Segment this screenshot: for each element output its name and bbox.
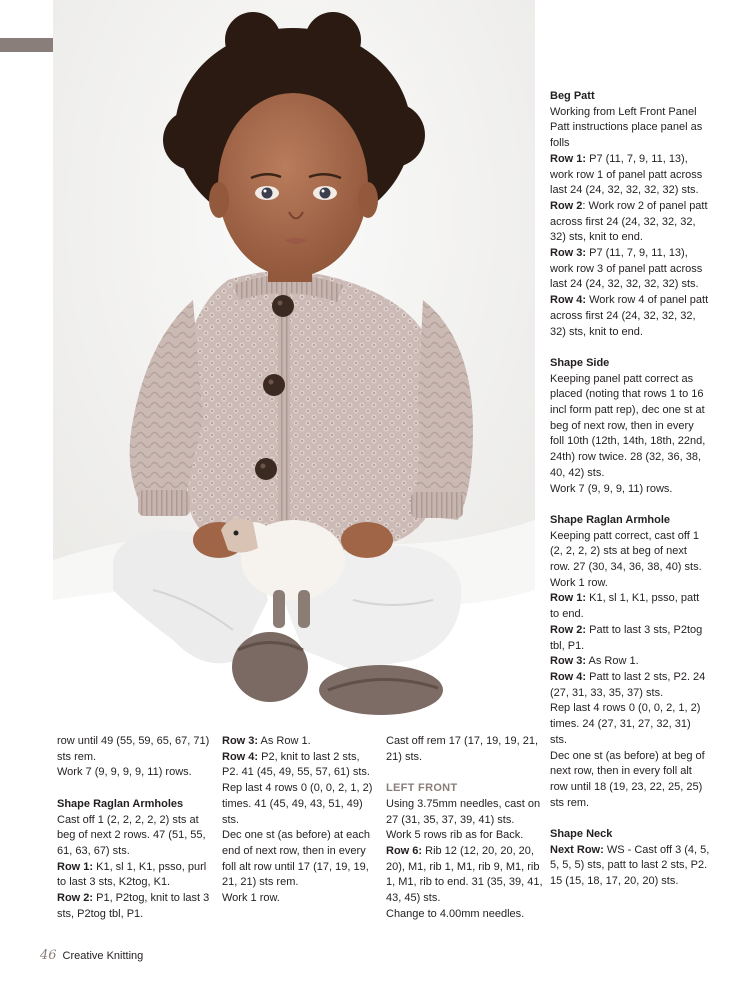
page-footer xyxy=(40,948,143,963)
instruction-label: Row 4: xyxy=(550,294,587,307)
instruction-paragraph xyxy=(222,750,378,781)
instruction-paragraph xyxy=(386,907,544,923)
instruction-label: Row 3: xyxy=(222,735,259,747)
instruction-text: P7 (11, 7, 9, 11, 13), work row 3 of panel patt across last 24 (24, 32, 32, 32, 32) sts. xyxy=(550,247,703,291)
instruction-paragraph xyxy=(550,246,710,293)
instruction-paragraph xyxy=(386,797,544,828)
instruction-text: Change to 4.00mm needles. xyxy=(386,907,525,920)
instruction-label: Row 4: xyxy=(550,670,587,683)
instruction-paragraph xyxy=(550,591,710,622)
text-column-3 xyxy=(386,734,544,922)
instruction-text: As Row 1. xyxy=(258,735,311,747)
instruction-label: Row 2 xyxy=(550,199,583,212)
instruction-label: Shape Neck xyxy=(550,828,613,840)
instruction-text: : Work row 2 of panel patt across first 24 (24, 32, 32, 32, 32) sts, knit to end. xyxy=(550,199,708,244)
instruction-paragraph xyxy=(550,105,710,152)
instruction-label: Row 3: xyxy=(550,247,587,260)
instruction-text: Keeping panel patt correct as placed (noting that rows 1 to 16 incl form patt rep), dec one st at beg of next row, then in every foll 10th (12th, 14th, 18th, 22nd, 24th) row twice. 28 (32, 36, 38, 40, 42) sts. xyxy=(550,372,706,479)
instruction-text: WS - Cast off 3 (4, 5, 5, 5, 5) sts, patt to last 2 sts, P2. 15 (15, 18, 17, 20, 20) sts. xyxy=(550,843,710,888)
instruction-label: Row 1: xyxy=(550,152,587,165)
text-column-4 xyxy=(550,89,710,890)
magazine-name: Creative Knitting xyxy=(62,950,144,962)
instruction-paragraph xyxy=(57,860,213,891)
instruction-text: P7 (11, 7, 9, 11, 13), work row 1 of panel patt across last 24 (24, 32, 32, 32, 32) sts. xyxy=(550,152,703,197)
instruction-paragraph xyxy=(550,152,710,199)
instruction-label: Row 4: xyxy=(222,750,259,763)
instruction-paragraph xyxy=(550,89,710,105)
instruction-paragraph xyxy=(386,734,544,765)
instruction-text: As Row 1. xyxy=(586,655,639,668)
instruction-label: Beg Patt xyxy=(550,90,595,102)
instruction-paragraph xyxy=(550,293,710,340)
instruction-text: Work row 4 of panel patt across first 24 (24, 32, 32, 32, 32) sts, knit to end. xyxy=(550,294,709,338)
instruction-text: Rep last 4 rows 0 (0, 0, 2, 1, 2) times. 24 (27, 31, 27, 32, 31) sts. xyxy=(550,702,701,746)
page-number: 46 xyxy=(40,948,57,963)
instruction-paragraph xyxy=(222,828,378,891)
instruction-paragraph xyxy=(386,828,544,844)
instruction-paragraph xyxy=(550,654,710,670)
instruction-label: Shape Side xyxy=(550,356,610,369)
instruction-text: Working from Left Front Panel Patt instructions place panel as folls xyxy=(550,105,703,150)
instruction-paragraph xyxy=(550,482,710,498)
instruction-label: Row 1: xyxy=(57,860,94,873)
instruction-text: Work 1 row. xyxy=(222,892,280,905)
instruction-label: Next Row: xyxy=(550,843,604,856)
instruction-text: Work 7 (9, 9, 9, 9, 11) rows. xyxy=(57,766,192,779)
instruction-text: Work 5 rows rib as for Back. xyxy=(386,829,524,842)
instruction-paragraph xyxy=(57,891,213,922)
instruction-paragraph xyxy=(550,372,710,482)
instruction-text: row until 49 (55, 59, 65, 67, 71) sts rem. xyxy=(57,735,210,763)
instruction-paragraph xyxy=(550,529,710,576)
instruction-paragraph xyxy=(57,813,213,860)
instruction-paragraph xyxy=(386,781,544,797)
instruction-text: Work 1 row. xyxy=(550,576,608,589)
instruction-paragraph xyxy=(57,765,213,781)
instruction-text: K1, sl 1, K1, psso, patt to end. xyxy=(550,592,700,621)
instruction-text: K1, sl 1, K1, psso, purl to last 3 sts, K2tog, K1. xyxy=(57,860,207,889)
instruction-text: Dec one st (as before) at beg of next row, then in every foll alt row until 18 (19, 23, 22, 25, 25) sts rem. xyxy=(550,749,705,809)
instruction-text: Dec one st (as before) at each end of next row, then in every foll alt row until 17 (17, 19, 19, 21, 21) sts rem. xyxy=(222,829,370,889)
paragraph-gap xyxy=(386,765,544,781)
paragraph-gap xyxy=(57,781,213,797)
instruction-text: Patt to last 2 sts, P2. 24 (27, 31, 33, 35, 37) sts. xyxy=(550,670,706,699)
section-color-bar xyxy=(0,38,53,52)
instruction-paragraph xyxy=(550,199,710,246)
instruction-paragraph xyxy=(222,734,378,750)
paragraph-gap xyxy=(550,497,710,513)
baby-cardigan-photo xyxy=(53,0,535,718)
instruction-paragraph xyxy=(57,797,213,813)
instruction-label: Shape Raglan Armholes xyxy=(57,797,184,810)
instruction-paragraph xyxy=(550,749,710,812)
instruction-text: Patt to last 3 sts, P2tog tbl, P1. xyxy=(550,623,703,652)
instruction-paragraph xyxy=(57,734,213,765)
paragraph-gap xyxy=(550,340,710,356)
instruction-text: Using 3.75mm needles, cast on 27 (31, 35, 37, 39, 41) sts. xyxy=(386,797,541,826)
instruction-text: Rep last 4 rows 0 (0, 0, 2, 1, 2) times. 41 (45, 49, 43, 51, 49) sts. xyxy=(222,782,373,826)
instruction-paragraph xyxy=(550,356,710,372)
instruction-label: Row 1: xyxy=(550,592,587,605)
instruction-text: Work 7 (9, 9, 9, 11) rows. xyxy=(550,482,673,495)
instruction-paragraph xyxy=(550,670,710,701)
instruction-text: Rib 12 (12, 20, 20, 20, 20), M1, rib 1, M1, rib 9, M1, rib 1, M1, rib to end. 31 (35, 39, 41, 43, 45) sts. xyxy=(386,844,543,905)
instruction-label: Shape Raglan Armhole xyxy=(550,513,671,526)
instruction-label: Row 2: xyxy=(550,623,587,636)
text-column-2 xyxy=(222,734,378,907)
instruction-text: P2, knit to last 2 sts, P2. 41 (45, 49, 55, 57, 61) sts. xyxy=(222,750,370,779)
instruction-paragraph xyxy=(550,513,710,529)
instruction-label: Row 3: xyxy=(550,655,587,668)
instruction-text: Keeping patt correct, cast off 1 (2, 2, 2, 2) sts at beg of next row. 27 (30, 34, 36, 38, 40) sts. xyxy=(550,529,702,574)
instruction-label: Row 6: xyxy=(386,844,423,857)
paragraph-gap xyxy=(550,811,710,827)
instruction-text: Cast off rem 17 (17, 19, 19, 21, 21) sts. xyxy=(386,735,539,763)
instruction-paragraph xyxy=(550,701,710,748)
instruction-paragraph xyxy=(386,844,544,907)
instruction-label: Row 2: xyxy=(57,892,94,905)
text-column-1 xyxy=(57,734,213,922)
instruction-paragraph xyxy=(550,827,710,843)
instruction-paragraph xyxy=(550,576,710,592)
instruction-paragraph xyxy=(222,891,378,907)
section-heading: LEFT FRONT xyxy=(386,782,458,795)
instruction-paragraph xyxy=(550,843,710,890)
instruction-paragraph xyxy=(222,781,378,828)
instruction-text: P1, P2tog, knit to last 3 sts, P2tog tbl, P1. xyxy=(57,892,210,920)
instruction-paragraph xyxy=(550,623,710,654)
instruction-text: Cast off 1 (2, 2, 2, 2, 2) sts at beg of next 2 rows. 47 (51, 55, 61, 63, 67) sts. xyxy=(57,813,206,857)
